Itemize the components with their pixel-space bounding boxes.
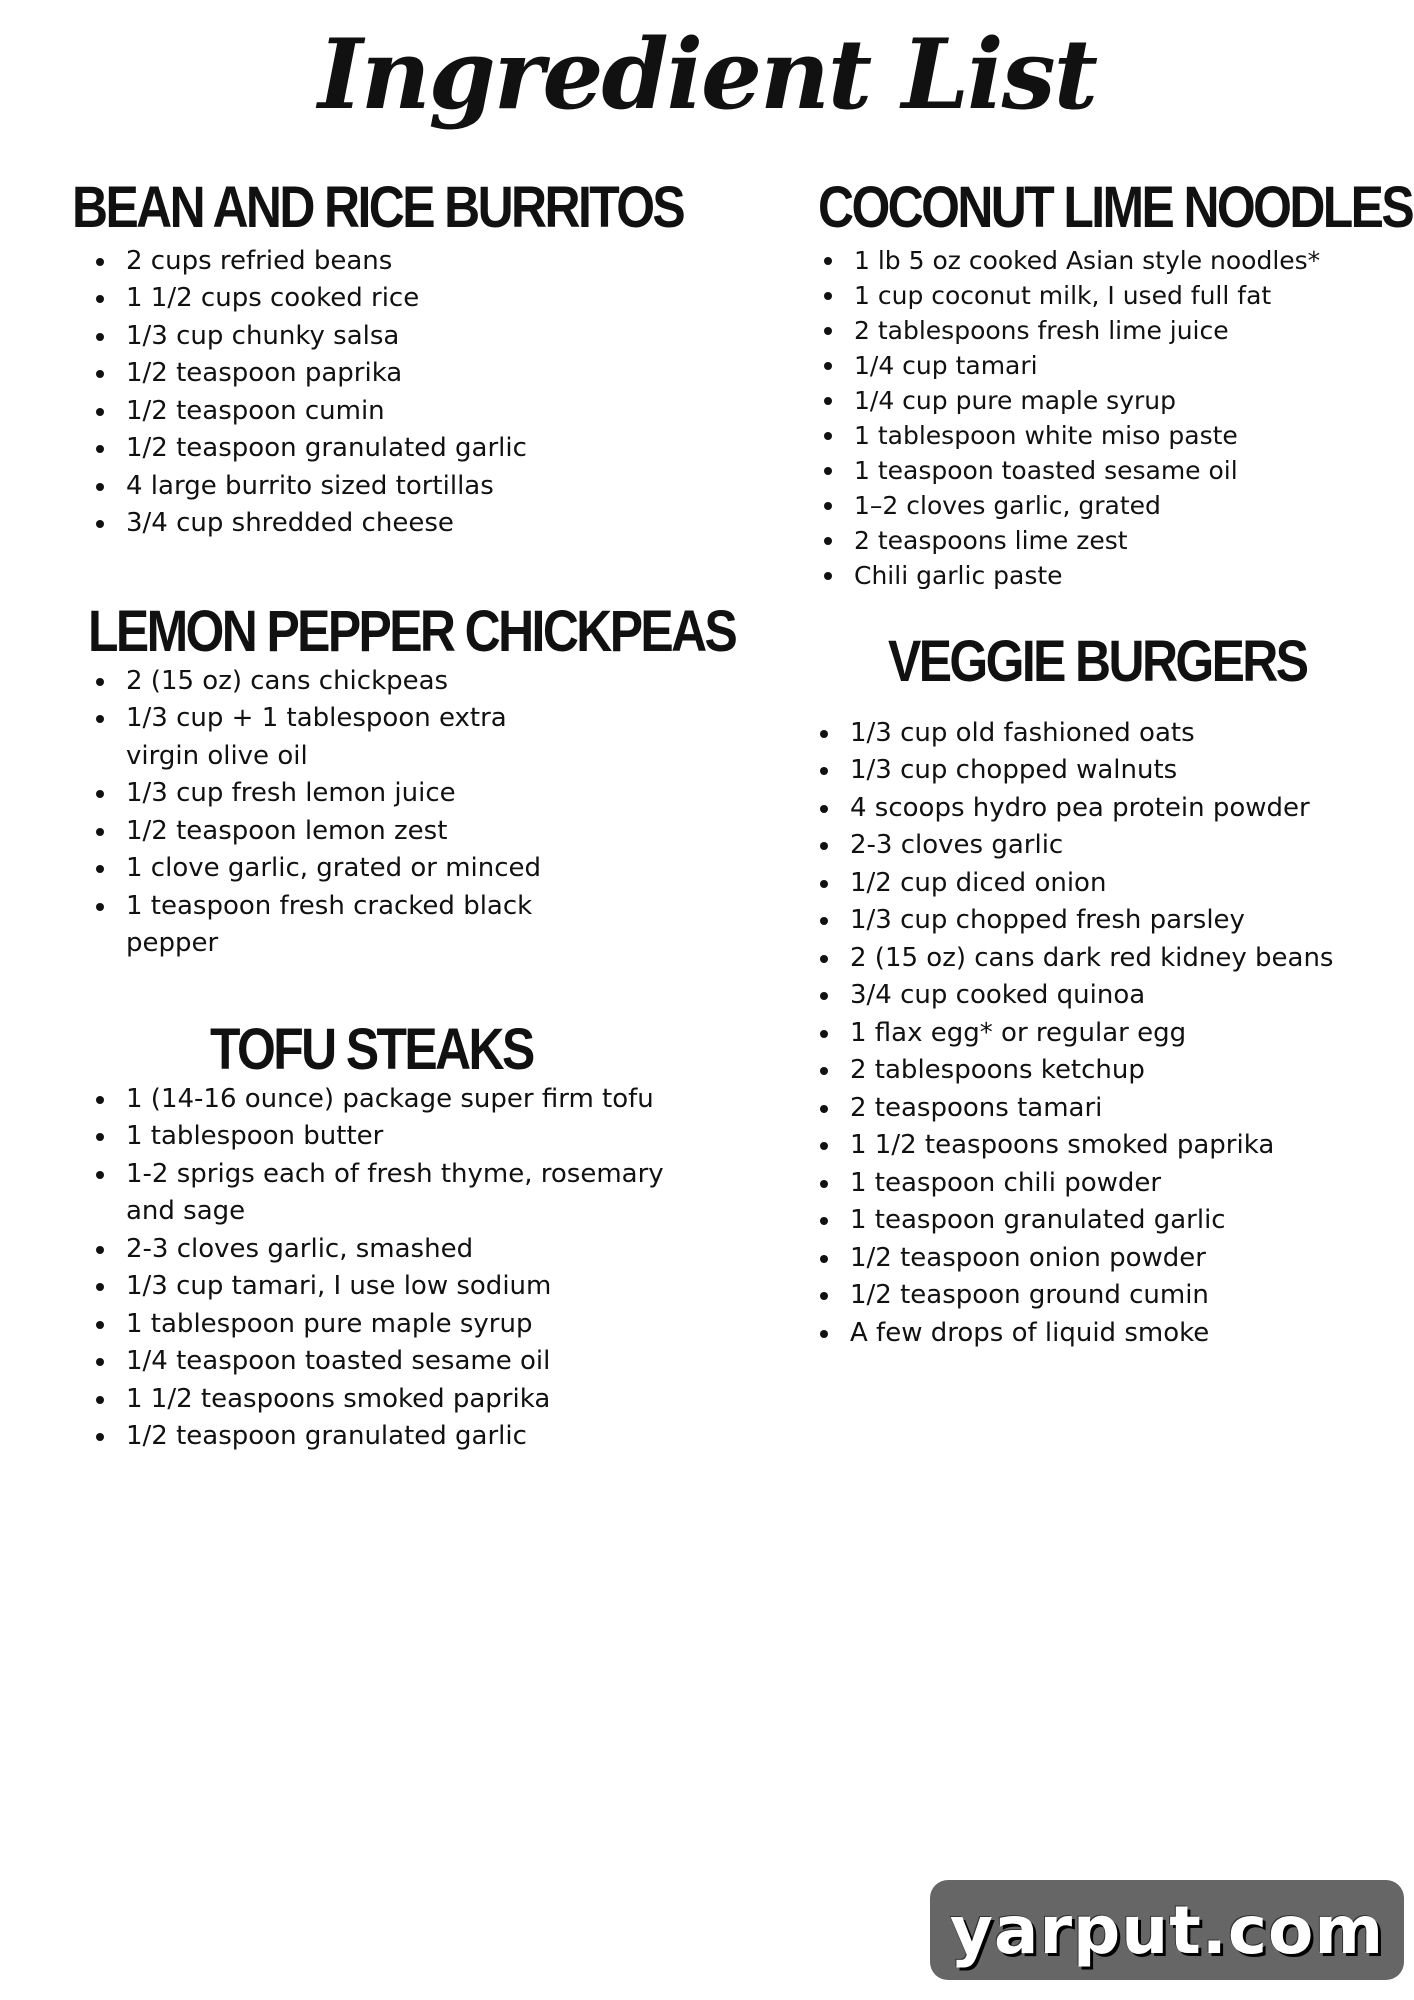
- ingredient-item: 1-2 sprigs each of fresh thyme, rosemary and sage: [96, 1156, 676, 1231]
- ingredient-item: 2 tablespoons ketchup: [820, 1052, 1380, 1090]
- ingredient-item: 4 large burrito sized tortillas: [96, 468, 616, 506]
- ingredient-item: 1/4 teaspoon toasted sesame oil: [96, 1343, 676, 1381]
- ingredient-item: 1–2 cloves garlic, grated: [824, 488, 1384, 523]
- ingredient-list: [96, 663, 576, 963]
- ingredient-item: 1/3 cup chunky salsa: [96, 318, 616, 356]
- ingredient-list: [96, 243, 616, 543]
- ingredient-item: 2 teaspoons tamari: [820, 1090, 1380, 1128]
- section-coconut-lime-noodles: [818, 175, 1413, 593]
- section-title: TOFU STEAKS: [210, 1017, 533, 1082]
- section-bean-and-rice-burritos: [72, 175, 712, 543]
- ingredient-item: 1 tablespoon butter: [96, 1118, 676, 1156]
- ingredient-item: Chili garlic paste: [824, 558, 1384, 593]
- ingredient-item: 1/3 cup fresh lemon juice: [96, 775, 576, 813]
- ingredient-item: 1/2 teaspoon ground cumin: [820, 1277, 1380, 1315]
- ingredient-item: 4 scoops hydro pea protein powder: [820, 790, 1380, 828]
- section-title: COCONUT LIME NOODLES: [818, 175, 1413, 240]
- ingredient-item: 1 tablespoon white miso paste: [824, 418, 1384, 453]
- ingredient-item: 1 1/2 teaspoons smoked paprika: [820, 1127, 1380, 1165]
- ingredient-item: 1 teaspoon toasted sesame oil: [824, 453, 1384, 488]
- ingredient-item: 1 flax egg* or regular egg: [820, 1015, 1380, 1053]
- ingredient-item: 1/3 cup + 1 tablespoon extra virgin olive oil: [96, 700, 576, 775]
- section-title: LEMON PEPPER CHICKPEAS: [88, 599, 736, 664]
- watermark-text: yarput.com: [949, 1891, 1385, 1969]
- ingredient-item: 1 teaspoon fresh cracked black pepper: [96, 888, 576, 963]
- ingredient-item: A few drops of liquid smoke: [820, 1315, 1380, 1353]
- page-title: Ingredient List: [317, 18, 1097, 131]
- ingredient-item: 1/3 cup old fashioned oats: [820, 715, 1380, 753]
- ingredient-item: 1 teaspoon granulated garlic: [820, 1202, 1380, 1240]
- ingredient-list: [820, 715, 1380, 1353]
- ingredient-item: 1/4 cup tamari: [824, 348, 1384, 383]
- ingredient-item: 1/2 teaspoon granulated garlic: [96, 1418, 676, 1456]
- ingredient-item: 1 cup coconut milk, I used full fat: [824, 278, 1384, 313]
- ingredient-item: 1/2 teaspoon granulated garlic: [96, 430, 616, 468]
- ingredient-item: 1/2 teaspoon onion powder: [820, 1240, 1380, 1278]
- ingredient-item: 3/4 cup cooked quinoa: [820, 977, 1380, 1015]
- section-title: VEGGIE BURGERS: [888, 629, 1307, 694]
- ingredient-item: 1/3 cup tamari, I use low sodium: [96, 1268, 676, 1306]
- ingredient-item: 1/3 cup chopped fresh parsley: [820, 902, 1380, 940]
- ingredient-item: 2 tablespoons fresh lime juice: [824, 313, 1384, 348]
- section-title: BEAN AND RICE BURRITOS: [72, 175, 684, 240]
- ingredient-item: 1/2 teaspoon paprika: [96, 355, 616, 393]
- section-lemon-pepper-chickpeas: [88, 599, 736, 963]
- ingredient-item: 2-3 cloves garlic, smashed: [96, 1231, 676, 1269]
- ingredient-list: [824, 243, 1384, 593]
- watermark-badge: [930, 1880, 1404, 1980]
- ingredient-item: 1/3 cup chopped walnuts: [820, 752, 1380, 790]
- section-veggie-burgers: [850, 629, 1408, 1352]
- ingredient-item: 1 tablespoon pure maple syrup: [96, 1306, 676, 1344]
- ingredient-item: 1/4 cup pure maple syrup: [824, 383, 1384, 418]
- ingredient-list: [96, 1081, 676, 1456]
- ingredient-item: 3/4 cup shredded cheese: [96, 505, 616, 543]
- ingredient-item: 1/2 teaspoon cumin: [96, 393, 616, 431]
- ingredient-item: 2-3 cloves garlic: [820, 827, 1380, 865]
- ingredient-item: 2 teaspoons lime zest: [824, 523, 1384, 558]
- ingredient-item: 1 clove garlic, grated or minced: [96, 850, 576, 888]
- section-tofu-steaks: [126, 1017, 810, 1456]
- ingredient-item: 1/2 teaspoon lemon zest: [96, 813, 576, 851]
- ingredient-item: 1 1/2 teaspoons smoked paprika: [96, 1381, 676, 1419]
- ingredient-item: 2 cups refried beans: [96, 243, 616, 281]
- ingredient-item: 1 lb 5 oz cooked Asian style noodles*: [824, 243, 1384, 278]
- ingredient-item: 1/2 cup diced onion: [820, 865, 1380, 903]
- ingredient-item: 2 (15 oz) cans chickpeas: [96, 663, 576, 701]
- ingredient-item: 2 (15 oz) cans dark red kidney beans: [820, 940, 1380, 978]
- ingredient-item: 1 1/2 cups cooked rice: [96, 280, 616, 318]
- ingredient-item: 1 teaspoon chili powder: [820, 1165, 1380, 1203]
- ingredient-item: 1 (14-16 ounce) package super firm tofu: [96, 1081, 676, 1119]
